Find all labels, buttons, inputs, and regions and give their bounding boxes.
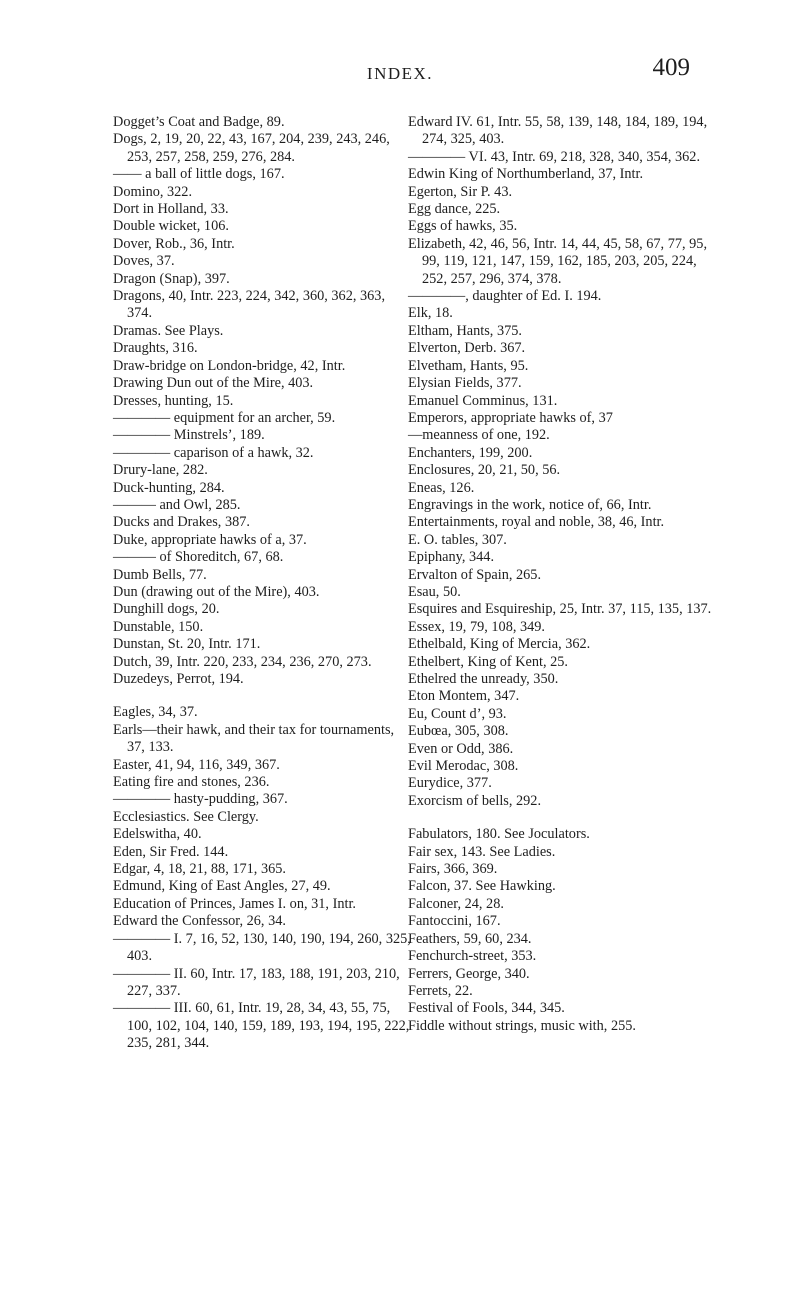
- index-entry: Education of Princes, James I. on, 31, Intr.: [113, 895, 356, 912]
- index-entry: Draughts, 316.: [113, 340, 198, 357]
- index-entry: Edward the Confessor, 26, 34.: [113, 913, 286, 930]
- index-entry: Dumb Bells, 77.: [113, 566, 207, 583]
- index-entry: Emperors, appropriate hawks of, 37: [408, 409, 613, 426]
- index-entry: Dort in Holland, 33.: [113, 201, 229, 218]
- index-entry: Fair sex, 143. See Ladies.: [408, 843, 556, 860]
- index-entry: Duck-hunting, 284.: [113, 479, 225, 496]
- index-entry: Ethelbert, King of Kent, 25.: [408, 653, 569, 670]
- index-entry: ———— I. 7, 16, 52, 130, 140, 190, 194, 260, 325, 403.: [113, 930, 411, 965]
- index-entry: Eton Montem, 347.: [408, 688, 520, 705]
- index-entry: Eggs of hawks, 35.: [408, 218, 518, 235]
- index-entry: Egg dance, 225.: [408, 201, 501, 218]
- index-entry: Duzedeys, Perrot, 194.: [113, 671, 244, 687]
- section-gap: [408, 810, 716, 826]
- index-entry: ———— VI. 43, Intr. 69, 218, 328, 340, 354, 362.: [408, 148, 701, 165]
- index-entry: Enchanters, 199, 200.: [408, 444, 533, 461]
- index-entry: Ecclesiastics. See Clergy.: [113, 808, 259, 825]
- index-entry: Edgar, 4, 18, 21, 88, 171, 365.: [113, 861, 286, 878]
- index-entry: Festival of Fools, 344, 345.: [408, 1000, 565, 1017]
- index-entry: Falconer, 24, 28.: [408, 895, 504, 912]
- index-entry: ——— of Shoreditch, 67, 68.: [113, 549, 284, 566]
- index-entry: Evil Merodac, 308.: [408, 758, 519, 775]
- index-entry: Even or Odd, 386.: [408, 740, 514, 757]
- index-entry: ———— caparison of a hawk, 32.: [113, 444, 314, 461]
- index-entry: Drawing Dun out of the Mire, 403.: [113, 375, 314, 392]
- index-entry: Essex, 19, 79, 108, 349.: [408, 618, 546, 635]
- index-entry: Eurydice, 377.: [408, 775, 492, 792]
- index-entry: Dresses, hunting, 15.: [113, 392, 234, 409]
- index-entry: —— a ball of little dogs, 167.: [113, 166, 285, 183]
- index-entry: Draw-bridge on London-bridge, 42, Intr.: [113, 357, 346, 374]
- index-entry: Fiddle without strings, music with, 255.: [408, 1017, 636, 1034]
- index-entry: Dunstan, St. 20, Intr. 171.: [113, 636, 261, 653]
- index-entry: Elysian Fields, 377.: [408, 375, 522, 392]
- index-entry: Dogs, 2, 19, 20, 22, 43, 167, 204, 239, 243, 246, 253, 257, 258, 259, 276, 284.: [113, 131, 390, 165]
- index-entry: Feathers, 59, 60, 234.: [408, 930, 532, 947]
- index-entry: Elverton, Derb. 367.: [408, 340, 526, 357]
- index-entry: Easter, 41, 94, 116, 349, 367.: [113, 756, 280, 773]
- index-entry: ———— Minstrels’, 189.: [113, 427, 265, 444]
- index-entry: ——— and Owl, 285.: [113, 496, 241, 513]
- index-entry: Fabulators, 180. See Joculators.: [408, 826, 590, 843]
- index-entry: Engravings in the work, notice of, 66, Intr.: [408, 496, 652, 513]
- index-entry: Double wicket, 106.: [113, 218, 229, 235]
- index-entry: Ethelbald, King of Mercia, 362.: [408, 636, 591, 653]
- index-entry: Eltham, Hants, 375.: [408, 322, 522, 339]
- page-header: [0, 54, 800, 94]
- index-entry: Entertainments, royal and noble, 38, 46, Intr.: [408, 514, 665, 531]
- index-entry: Fantoccini, 167.: [408, 913, 501, 930]
- index-entry: Dutch, 39, Intr. 220, 233, 234, 236, 270, 273.: [113, 653, 372, 670]
- index-entry: Dunstable, 150.: [113, 618, 204, 635]
- index-entry: Eu, Count d’, 93.: [408, 705, 507, 722]
- index-entry: Dragon (Snap), 397.: [113, 270, 230, 287]
- index-entry: Exorcism of bells, 292.: [408, 792, 542, 809]
- index-entry: Domino, 322.: [113, 183, 193, 200]
- index-entry: Edwin King of Northumberland, 37, Intr.: [408, 166, 644, 183]
- index-entry: Drury-lane, 282.: [113, 462, 208, 479]
- index-entry: Ferrers, George, 340.: [408, 965, 530, 982]
- index-entry: Ervalton of Spain, 265.: [408, 566, 542, 583]
- index-entry: ———— hasty-pudding, 367.: [113, 791, 288, 808]
- index-entry: Fairs, 366, 369.: [408, 861, 498, 878]
- index-entry: Earls—their hawk, and their tax for tournaments, 37, 133.: [113, 721, 395, 756]
- index-entry: Elk, 18.: [408, 305, 453, 322]
- index-entry: Dun (drawing out of the Mire), 403.: [113, 583, 320, 600]
- page-number: 409: [652, 54, 690, 81]
- index-entry: Eden, Sir Fred. 144.: [113, 843, 229, 860]
- index-entry: Epiphany, 344.: [408, 549, 495, 566]
- index-entry: Edward IV. 61, Intr. 55, 58, 139, 148, 184, 189, 194, 274, 325, 403.: [408, 114, 708, 148]
- index-entry: Ethelred the unready, 350.: [408, 671, 559, 687]
- index-entry: Dragons, 40, Intr. 223, 224, 342, 360, 362, 363, 374.: [113, 288, 386, 322]
- index-entry: Eagles, 34, 37.: [113, 704, 198, 721]
- index-entry: Eneas, 126.: [408, 479, 475, 496]
- index-entry: ———— II. 60, Intr. 17, 183, 188, 191, 203, 210, 227, 337.: [113, 965, 400, 999]
- index-column-left: [113, 114, 413, 1053]
- index-entry: Elizabeth, 42, 46, 56, Intr. 14, 44, 45, 58, 67, 77, 95, 99, 119, 121, 147, 159, 162, 185, 203, 205, 224, 252, 257, 296, 374, 378.: [408, 235, 708, 287]
- index-entry: Edelswitha, 40.: [113, 826, 202, 843]
- index-entry: Emanuel Comminus, 131.: [408, 392, 558, 409]
- index-entry: Eating fire and stones, 236.: [113, 774, 270, 791]
- index-entry: Dogget’s Coat and Badge, 89.: [113, 114, 285, 130]
- index-entry: Eubœa, 305, 308.: [408, 723, 509, 740]
- index-entry: —meanness of one, 192.: [408, 427, 550, 444]
- index-entry: Ducks and Drakes, 387.: [113, 514, 250, 531]
- index-entry: Elvetham, Hants, 95.: [408, 357, 529, 374]
- index-entry: Dover, Rob., 36, Intr.: [113, 235, 235, 252]
- index-entry: Egerton, Sir P. 43.: [408, 183, 513, 200]
- index-entry: Esau, 50.: [408, 583, 461, 600]
- index-entry: Duke, appropriate hawks of a, 37.: [113, 531, 307, 548]
- index-entry: Enclosures, 20, 21, 50, 56.: [408, 462, 561, 479]
- index-column-right: [408, 114, 716, 1035]
- index-entry: Ferrets, 22.: [408, 982, 473, 999]
- index-entry: Doves, 37.: [113, 253, 175, 270]
- index-entry: Fenchurch-street, 353.: [408, 948, 537, 965]
- index-entry: ———— equipment for an archer, 59.: [113, 409, 336, 426]
- index-entry: Edmund, King of East Angles, 27, 49.: [113, 878, 331, 895]
- section-gap: [113, 688, 413, 704]
- index-entry: Dunghill dogs, 20.: [113, 601, 220, 618]
- running-head: INDEX.: [366, 64, 434, 83]
- index-entry: Esquires and Esquireship, 25, Intr. 37, 115, 135, 137.: [408, 601, 712, 618]
- index-entry: E. O. tables, 307.: [408, 531, 507, 548]
- index-entry: Falcon, 37. See Hawking.: [408, 878, 556, 895]
- index-entry: ————, daughter of Ed. I. 194.: [408, 288, 602, 305]
- index-entry: ———— III. 60, 61, Intr. 19, 28, 34, 43, 55, 75, 100, 102, 104, 140, 159, 189, 193, 194, 195, 222, 235, 281, 344.: [113, 1000, 410, 1052]
- index-entry: Dramas. See Plays.: [113, 322, 224, 339]
